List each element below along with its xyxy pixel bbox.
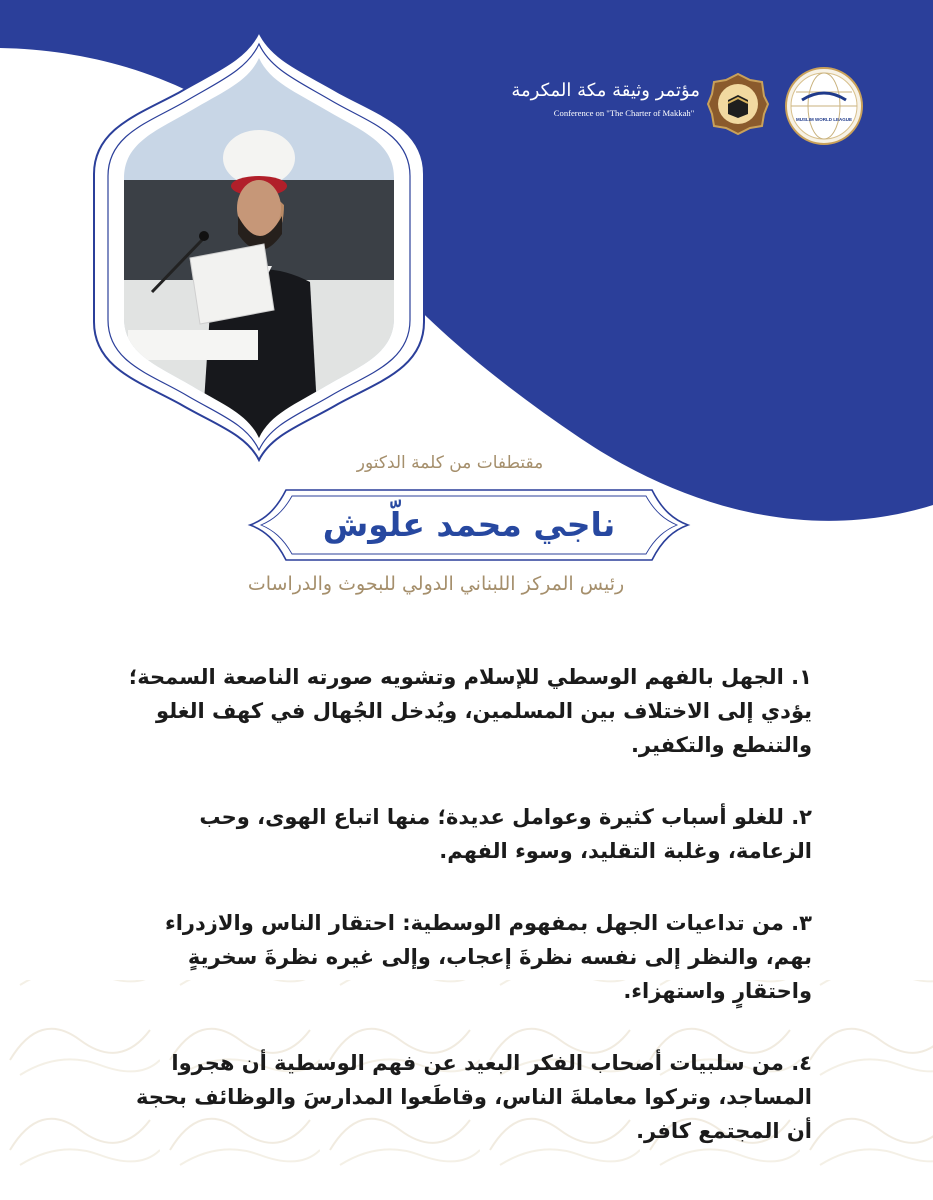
point-1: ١. الجهل بالفهم الوسطي للإسلام وتشويه صورته الناصعة السمحة؛ يؤدي إلى الاختلاف بين المسلمين، ويُدخل الجُهال في كهف الغلو والتنطع والتكفير. bbox=[128, 665, 812, 757]
conference-title-arabic: مؤتمر وثيقة مكة المكرمة bbox=[511, 80, 700, 101]
point-3: ٣. من تداعيات الجهل بمفهوم الوسطية: احتقار الناس والازدراء بهم، والنظر إلى نفسه نظرةَ إعجاب، وإلى غيره نظرةَ سخريةٍ واحتقارٍ واستهزاء. bbox=[165, 911, 812, 1003]
excerpt-points bbox=[118, 660, 812, 1186]
speaker-photo bbox=[88, 30, 430, 462]
conference-title-english: Conference on "The Charter of Makkah" bbox=[553, 108, 695, 118]
header-logos bbox=[511, 66, 888, 148]
speaker-position: رئيس المركز اللبناني الدولي للبحوث والدراسات bbox=[247, 573, 625, 595]
point-4: ٤. من سلبيات أصحاب الفكر البعيد عن فهم الوسطية أن هجروا المساجد، وتركوا معاملةَ الناس، وقاطَعوا المدارسَ والوظائف بحجة أن المجتمع كافر. bbox=[136, 1051, 812, 1143]
speaker-name: ناجي محمد علّوش bbox=[322, 505, 616, 544]
muslim-world-league-logo bbox=[784, 66, 864, 146]
kaaba-emblem-icon bbox=[706, 72, 770, 136]
globe-icon bbox=[784, 66, 864, 146]
point-2: ٢. للغلو أسباب كثيرة وعوامل عديدة؛ منها اتباع الهوى، وحب الزعامة، وغلبة التقليد، وسوء الفهم. bbox=[199, 805, 812, 863]
mwl-name: MUSLIM WORLD LEAGUE bbox=[796, 117, 852, 122]
speaker-photo-frame bbox=[88, 30, 430, 462]
excerpt-intro: مقتطفات من كلمة الدكتور bbox=[356, 453, 544, 473]
charter-of-makkah-logo bbox=[511, 78, 700, 134]
